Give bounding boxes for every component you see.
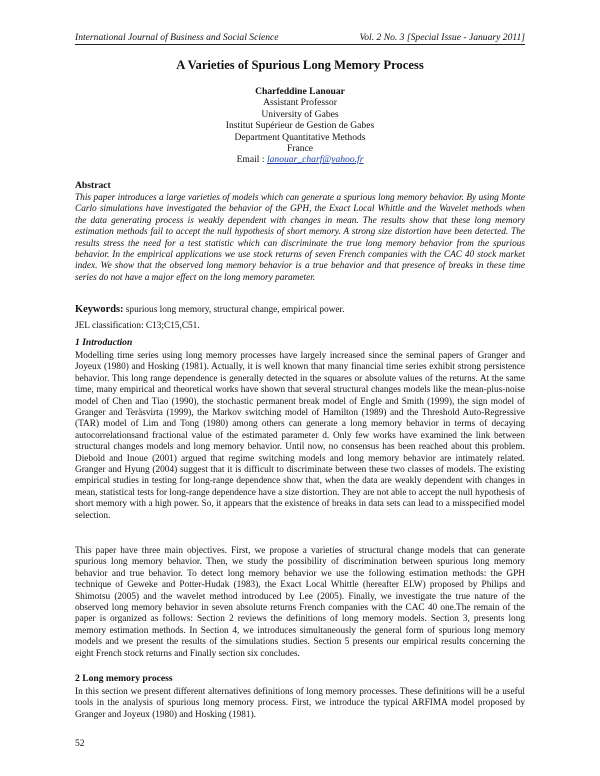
introduction-paragraph-2: This paper have three main objectives. First, we propose a varieties of structural change models that can generate spurious long memory behavior. Then, we study the possibility of discrimination between spurious long memory behavior and true behavior. To detect long memory behavior we use the following estimation methods: the GPH technique of Geweke and Potter-Hudak (1983), the Exact Local Whittle (hereafter ELW) proposed by Philips and Shimotsu (2005) and the wavelet method introduced by Lee (2005). Finally, we investigate the true nature of the observed long memory behavior in seven absolute returns French companies with the CAC 40 one.The remain of the paper is organized as follows: Section 2 reviews the definitions of long memory models. Section 3, presents long memory estimation methods. In Section 4, we introduces simultaneously the general form of spurious long memory models and we present the results of the simulations studies. Section 5 presents our empirical results concerning the eight French stock returns and Finally section six concludes.	[75, 546, 525, 659]
email-label: Email :	[236, 154, 267, 166]
author-university: University of Gabes	[261, 108, 339, 120]
page-number: 52	[75, 738, 85, 749]
issue-info: Vol. 2 No. 3 [Special Issue - January 2011]	[359, 32, 525, 43]
section2-paragraph-1: In this section we present different alternatives definitions of long memory processes. These definitions will be a useful tools in the analysis of spurious long memory process. First, we introduce the typical ARFIMA model proposed by Granger and Joyeux (1980) and Hosking (1981).	[75, 687, 525, 720]
section2-heading: 2 Long memory process	[75, 673, 173, 684]
author-email-line	[75, 154, 525, 165]
keywords-text: spurious long memory, structural change, empirical power.	[123, 305, 345, 315]
author-name: Charfeddine Lanouar	[255, 86, 345, 97]
introduction-heading: 1 Introduction	[75, 337, 133, 348]
author-position: Assistant Professor	[263, 97, 337, 109]
author-block	[75, 86, 525, 166]
keywords-label: Keywords:	[75, 304, 124, 315]
abstract-text: This paper introduces a large varieties of models which can generate a spurious long memory behavior. By using Monte Carlo simulations have investigated the behavior of the GPH, the Exact Local Whittle and the Wavelet methods when the data generating process is weakly dependent with changes in mean. The results show that these long memory estimation methods fail to accept the null hypothesis of short memory. A strong size distortion have been detected. The results stress the need for a test statistic which can discriminate the true long memory behavior from the spurious behavior. In the empirical applications we use stock returns of seven French companies with the CAC 40 stock market index. We show that the observed long memory behavior is a true behavior and that presence of breaks in these time series do not have a major effect on the long memory parameter.	[75, 193, 525, 283]
abstract-heading: Abstract	[75, 180, 111, 191]
author-institute: Institut Supérieur de Gestion de Gabes	[225, 120, 375, 132]
paper-title: A Varieties of Spurious Long Memory Process	[176, 58, 424, 72]
running-header	[75, 32, 525, 45]
author-country: France	[286, 143, 314, 155]
email-link[interactable]: lanouar_charf@yahoo.fr	[266, 154, 364, 166]
keywords-line	[75, 304, 525, 316]
introduction-paragraph-1: Modelling time series using long memory processes have largely increased since the seminal papers of Granger and Joyeux (1980) and Hosking (1981). Actually, it is well known that many financial time series exhibit strong persistence behavior. This long range dependence is generally detected in the squares or absolute values of the returns. At the same time, many empirical and theoretical works have shown that several structural changes models like the mean-plus-noise model of Chen and Tiao (1990), the stochastic permanent break model of Engle and Smith (1999), the sign model of Granger and Teräsvirta (1999), the Markov switching model of Hamilton (1989) and the Threshold Auto-Regressive (TAR) model of Lim and Tong (1980) among others can generate a long memory behavior in terms of decaying autocorrelationsand fractional value of the estimated parameter d. Only few works have examined the link between structural changes models and long memory behavior. Until now, no consensus has been reached about this problem. Diebold and Inoue (2001) argued that regime switching models and long memory behavior are intimately related. Granger and Hyung (2004) suggest that it is difficult to discriminate between these two classes of models. The existing empirical studies in testing for long-range dependence show that, when the data are weakly dependent with changes in mean, statistical tests for long-range dependence have a size distortion. They are not able to accept the null hypothesis of short memory with a high power. So, it appears that the existence of breaks in data sets can lead to a misspecified model selection.	[75, 351, 525, 521]
journal-name: International Journal of Business and Social Science	[75, 32, 279, 43]
jel-classification: JEL classification: C13;C15,C51.	[75, 321, 200, 331]
author-department: Department Quantitative Methods	[234, 131, 366, 143]
